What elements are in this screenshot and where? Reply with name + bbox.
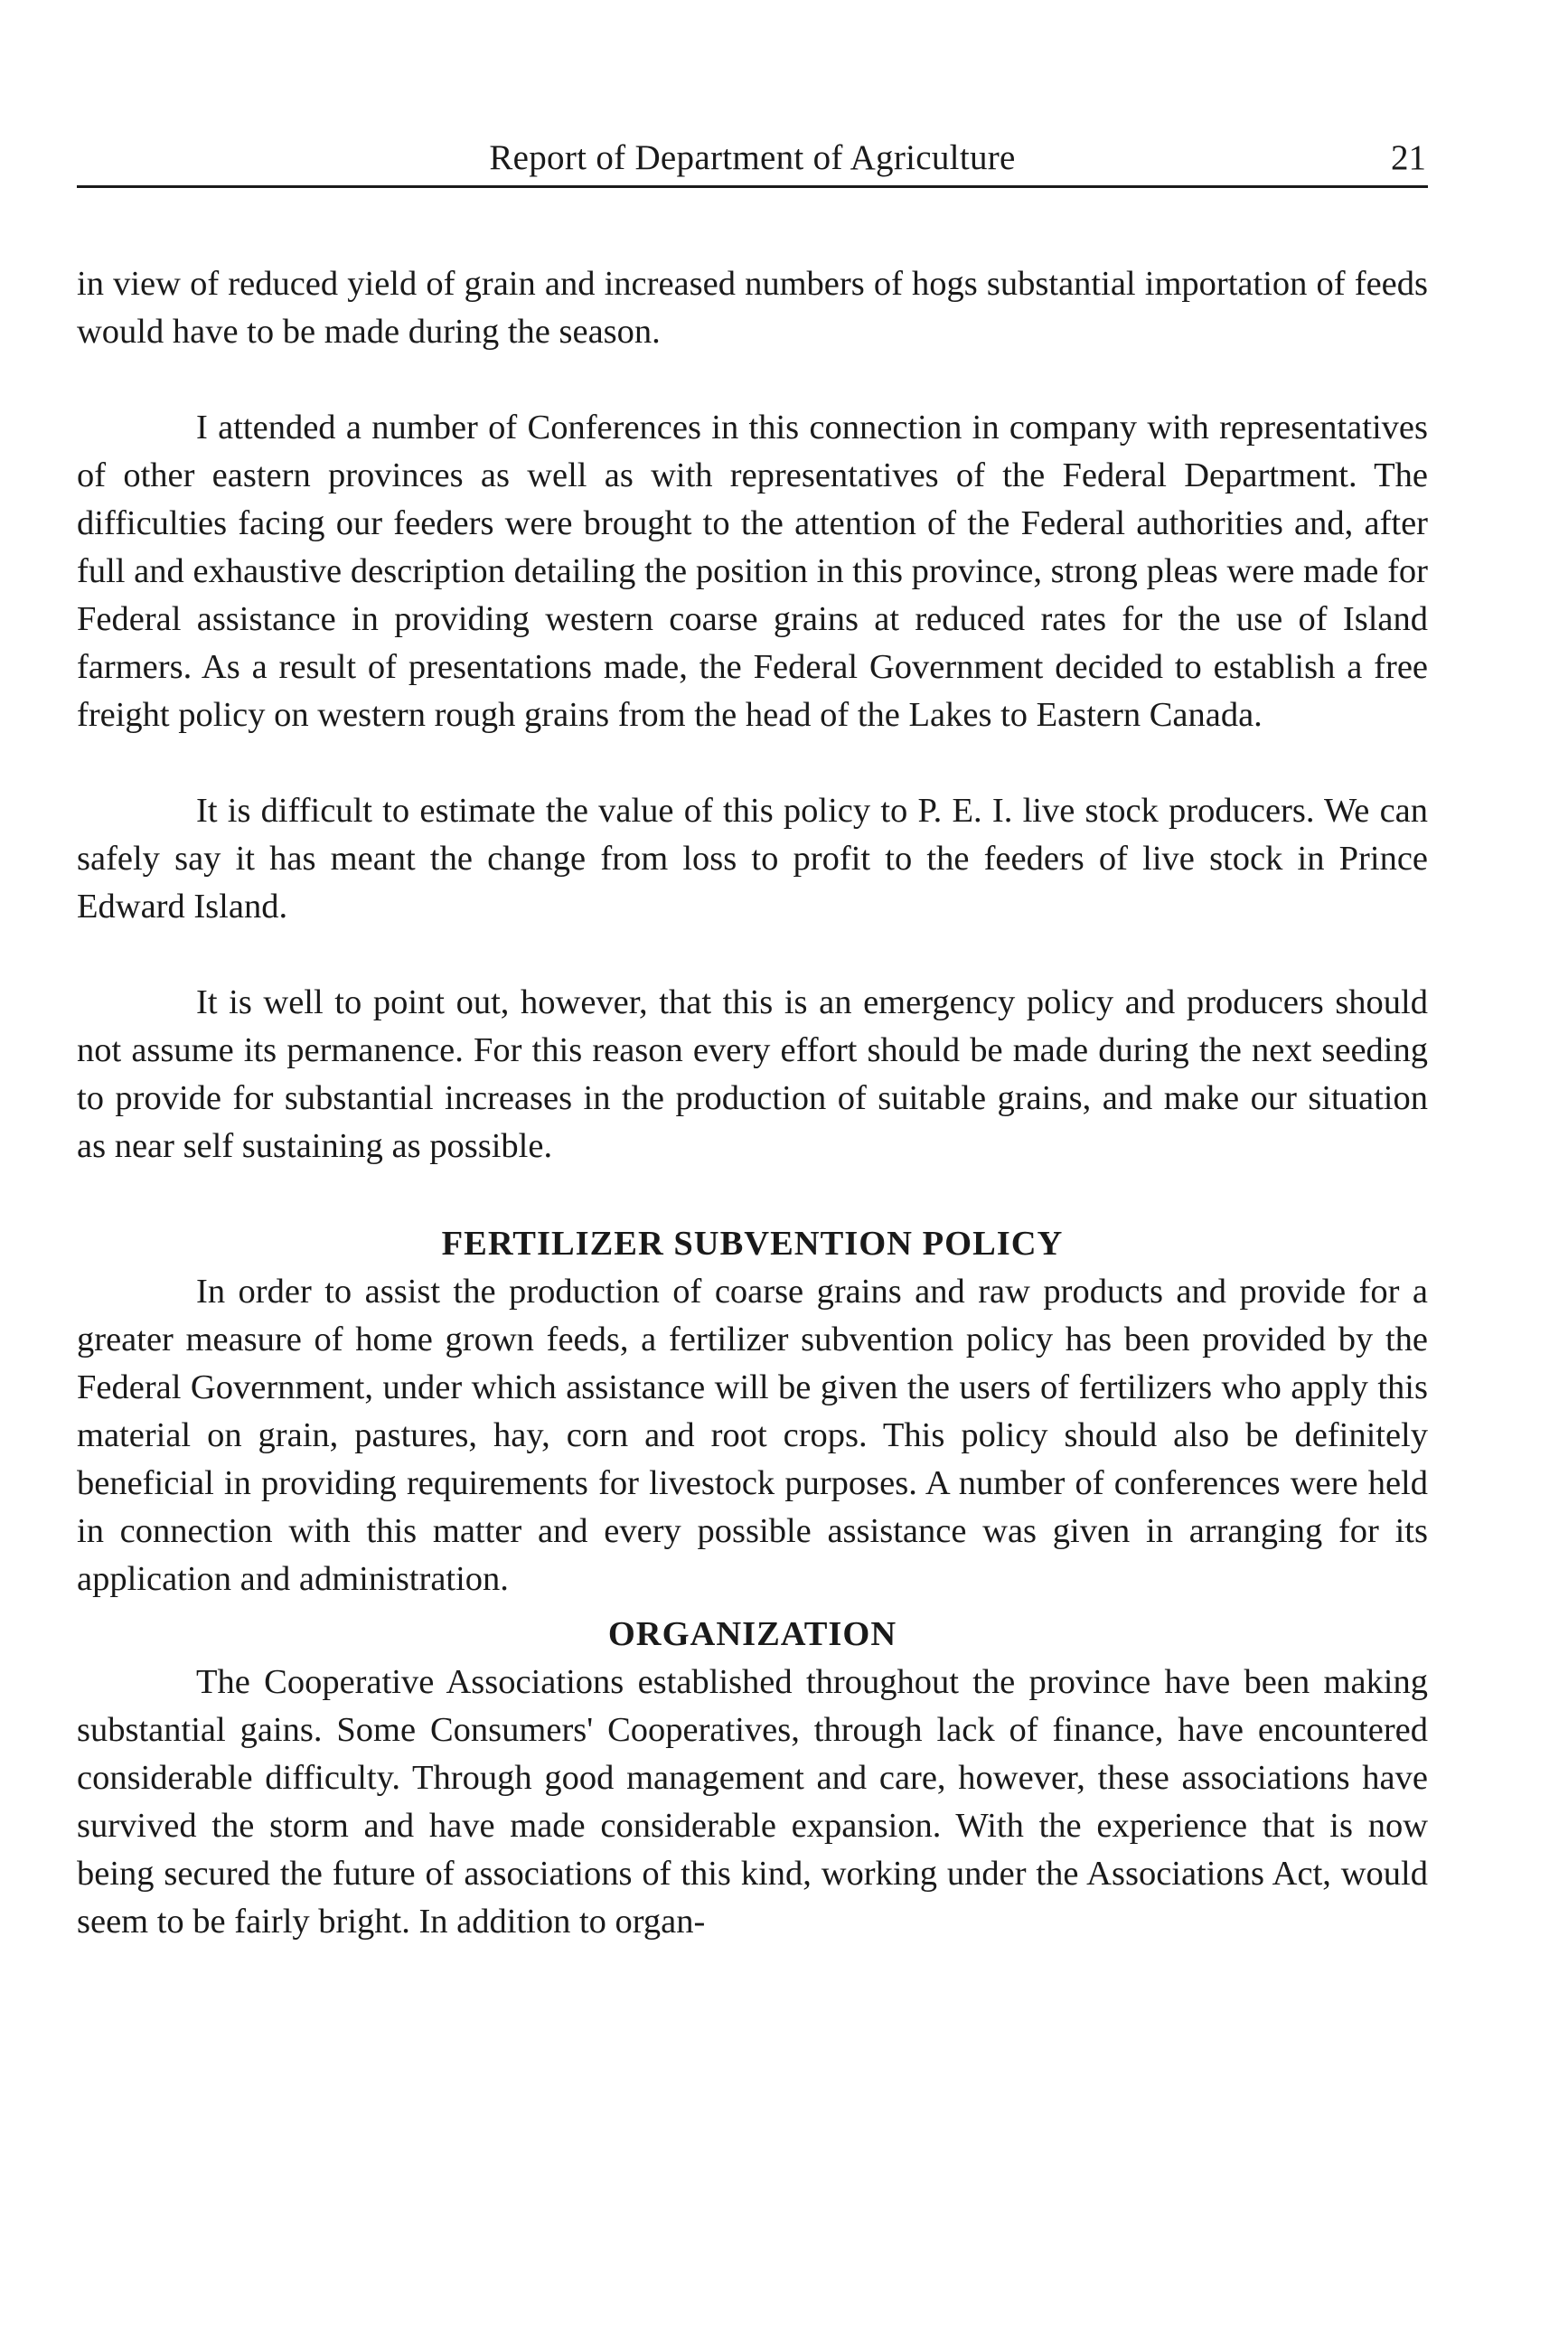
paragraph-fertilizer: In order to assist the production of coarse grains and raw products and provide for a greater measure of home grown feeds, a fertilizer subvention policy has been provided by the Federal Government, under which assistance will be given the users of fertilizers who apply this material on grain, pastures, hay, corn and root crops. This policy should also be definitely beneficial in providing requirements for livestock purposes. A number of conferences were held in connection with this matter and every possible assistance was given in arranging for its application and administration. <box>77 1273 1428 1598</box>
section-heading-organization: ORGANIZATION <box>607 1615 897 1653</box>
header-title: Report of Department of Agriculture <box>489 138 1016 177</box>
paragraph-emergency-policy: It is well to point out, however, that this is an emergency policy and producers should not assume its permanence. For this reason every effort should be made during the next seeding to provide for substantial increases in the production of suitable grains, and make our situation as near self sustaining as possible. <box>77 983 1428 1165</box>
paragraph-conferences: I attended a number of Conferences in this connection in company with representatives of other eastern provinces as well as with representatives of the Federal Department. The difficulties facing our feeders were brought to the attention of the Federal authorities and, after full and exhaustive description detailing the position in this province, strong pleas were made for Federal assistance in providing western coarse grains at reduced rates for the use of Island farmers. As a result of presentations made, the Federal Government decided to establish a free freight policy on western rough grains from the head of the Lakes to Eastern Canada. <box>77 409 1428 734</box>
paragraph-continued: in view of reduced yield of grain and increased numbers of hogs substantial importation of feeds would have to be made during the season. <box>77 265 1428 351</box>
section-heading-fertilizer: FERTILIZER SUBVENTION POLICY <box>441 1225 1064 1263</box>
page-number: 21 <box>1391 138 1426 177</box>
paragraph-organization: The Cooperative Associations established throughout the province have been making substantial gains. Some Consumers' Cooperatives, through lack of finance, have encountered considerable difficulty. Through good management and care, however, these associations have survived the storm and have made considerable expansion. With the experience that is now being secured the future of associations of this kind, working under the Associations Act, would seem to be fairly bright. In addition to organ- <box>77 1663 1428 1941</box>
body-text <box>77 260 1428 1946</box>
running-header <box>77 136 1428 188</box>
paragraph-policy-value: It is difficult to estimate the value of this policy to P. E. I. live stock producers. We can safely say it has meant the change from loss to profit to the feeders of live stock in Prince Edward Island. <box>77 792 1428 926</box>
